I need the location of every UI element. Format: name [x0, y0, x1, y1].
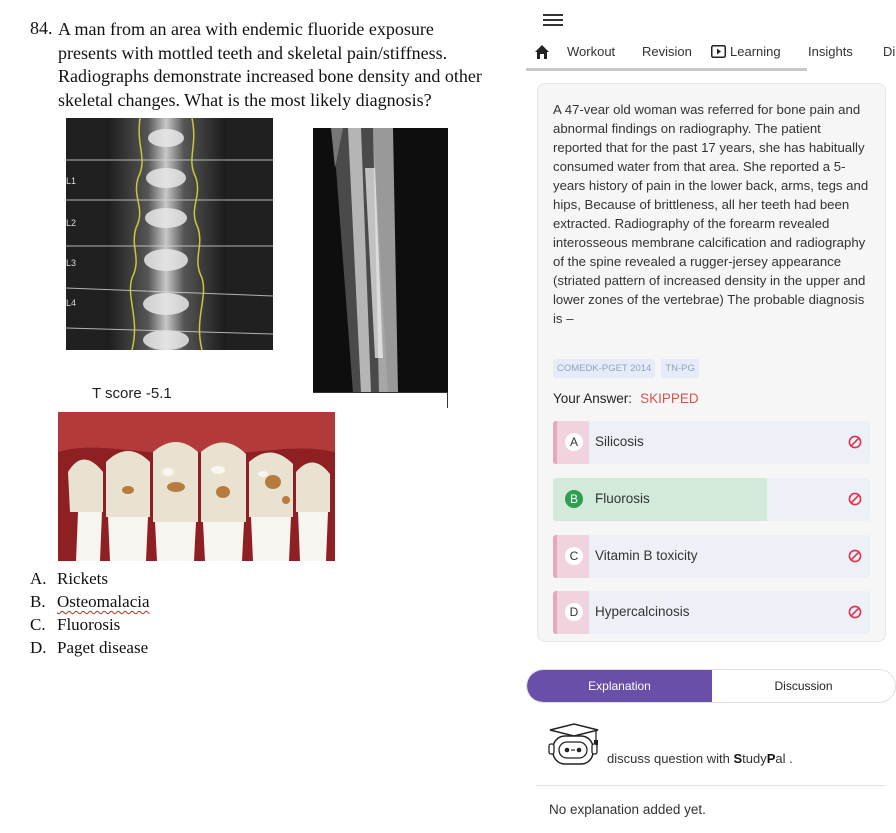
- doc-option-c: [30, 615, 120, 635]
- tab-insights[interactable]: Insights: [808, 44, 853, 59]
- tab-workout[interactable]: Workout: [567, 44, 616, 59]
- tab-scroll-indicator: [526, 68, 807, 71]
- t-score-caption: T score -5.1: [92, 385, 172, 402]
- option-letter: D: [565, 603, 583, 621]
- question-stem: A 47-vear old woman was referred for bone pain and abnormal findings on radiography. The patient reported that for the past 17 years, she has habitually consumed water from that area. She reported a 5-years history of pain in the lower back, arms, tegs and hips, Because of brittleness, all her teeth had been extracted. Radiography of the forearm revealed interosseous membrane calcification and radiography of the spine revealed a rugger-jersey appearance (striated pattern of increased density in the upper and lower zones of the vertebrae) The probable diagnosis is –: [553, 102, 869, 326]
- divider: [536, 785, 886, 786]
- studypal-brand: StudyPal: [733, 751, 786, 766]
- doc-option-letter: B.: [30, 592, 46, 611]
- option-letter: B: [565, 490, 583, 508]
- question-line: presents with mottled teeth and skeletal pain/stiffness.: [58, 42, 448, 63]
- option-bar-edge: [553, 591, 557, 634]
- tab-truncated[interactable]: Di: [883, 44, 896, 59]
- mottled-teeth-photo: [58, 412, 335, 561]
- option-correct-fill: [553, 478, 767, 521]
- question-line: A man from an area with endemic fluoride exposure: [58, 19, 434, 39]
- menu-icon[interactable]: [543, 11, 563, 29]
- doc-option-letter: A.: [30, 569, 47, 588]
- question-app-panel: [520, 0, 896, 833]
- option-label: Vitamin B toxicity: [595, 548, 698, 563]
- tab-learning-label: Learning: [730, 44, 781, 59]
- home-icon[interactable]: [534, 44, 550, 60]
- no-explanation-text: No explanation added yet.: [549, 802, 706, 817]
- question-line: skeletal changes. What is the most likely diagnosis?: [58, 89, 432, 110]
- spine-label: L2: [66, 218, 77, 228]
- skipped-icon: [848, 435, 862, 449]
- question-text: [58, 18, 498, 112]
- doc-option-a: [30, 569, 108, 589]
- doc-option-letter: C.: [30, 615, 46, 634]
- doc-option-b: [30, 592, 150, 612]
- option-label: Fluorosis: [595, 491, 650, 506]
- question-tags: [553, 358, 705, 377]
- image-rule: [447, 392, 448, 408]
- image-rule: [313, 392, 448, 393]
- spine-label: L3: [66, 258, 77, 268]
- tab-discussion[interactable]: Discussion: [774, 679, 833, 693]
- question-line: Radiographs demonstrate increased bone density and other: [58, 66, 482, 86]
- studypal-mascot-icon[interactable]: [546, 722, 602, 766]
- option-bar-edge: [553, 421, 557, 464]
- tab-learning[interactable]: [711, 44, 781, 59]
- option-a[interactable]: [553, 421, 870, 464]
- doc-option-text: Paget disease: [57, 638, 149, 657]
- discuss-with-studypal[interactable]: discuss question with StudyPal .: [607, 751, 793, 766]
- tag-tnpg[interactable]: TN-PG: [661, 359, 699, 378]
- your-answer-status: SKIPPED: [640, 391, 699, 406]
- tab-explanation[interactable]: Explanation: [527, 670, 712, 702]
- option-label: Hypercalcinosis: [595, 604, 690, 619]
- skipped-icon: [848, 605, 862, 619]
- explanation-tabs: [526, 669, 896, 703]
- option-b[interactable]: [553, 478, 870, 521]
- option-c[interactable]: [553, 535, 870, 578]
- play-box-icon: [711, 45, 726, 58]
- your-answer-row: [553, 391, 699, 406]
- spine-label: L1: [66, 176, 77, 186]
- tab-revision[interactable]: Revision: [642, 44, 692, 59]
- skipped-icon: [848, 492, 862, 506]
- question-card: [537, 83, 886, 642]
- doc-option-text: Fluorosis: [57, 615, 121, 634]
- spine-label: L4: [66, 298, 77, 308]
- tag-comedk[interactable]: COMEDK-PGET 2014: [553, 359, 655, 378]
- discuss-prefix: discuss question with: [607, 751, 730, 766]
- option-letter: A: [565, 433, 583, 451]
- option-letter: C: [565, 547, 583, 565]
- skipped-icon: [848, 549, 862, 563]
- doc-option-text: Osteomalacia: [57, 592, 150, 611]
- spine-radiograph-image: [66, 118, 273, 350]
- doc-option-text: Rickets: [57, 569, 108, 588]
- option-label: Silicosis: [595, 434, 644, 449]
- your-answer-label: Your Answer:: [553, 391, 633, 406]
- doc-option-d: [30, 638, 148, 658]
- forearm-radiograph-image: [313, 128, 448, 393]
- question-number: 84.: [30, 18, 53, 38]
- doc-option-letter: D.: [30, 638, 47, 657]
- option-d[interactable]: [553, 591, 870, 634]
- option-bar-edge: [553, 535, 557, 578]
